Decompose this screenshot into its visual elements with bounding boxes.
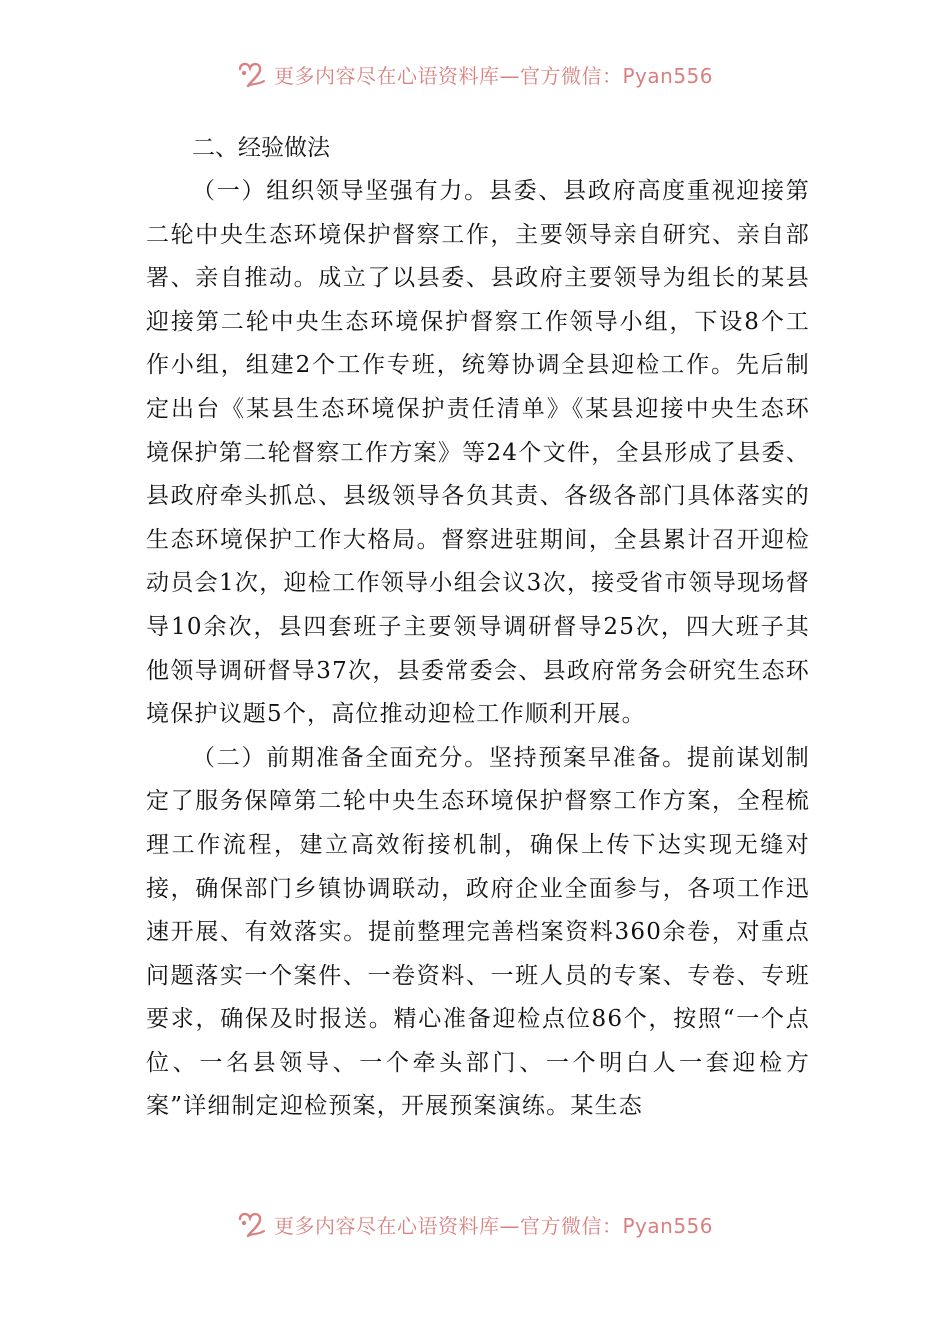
document-body <box>146 126 810 1129</box>
watermark-header <box>0 52 950 92</box>
watermark-content <box>236 1210 713 1239</box>
paragraph-organization: （一）组织领导坚强有力。县委、县政府高度重视迎接第二轮中央生态环境保护督察工作，主要领导亲自研究、亲自部署、亲自推动。成立了以县委、县政府主要领导为组长的某县迎接第二轮中央生态环境保护督察工作领导小组，下设8个工作小组，组建2个工作专班，统筹协调全县迎检工作。先后制定出台《某县生态环境保护责任清单》《某县迎接中央生态环境保护第二轮督察工作方案》等24个文件，全县形成了县委、县政府牵头抓总、县级领导各负其责、各级各部门具体落实的生态环境保护工作大格局。督察进驻期间，全县累计召开迎检动员会1次，迎检工作领导小组会议3次，接受省市领导现场督导10余次，县四套班子主要领导调研督导25次，四大班子其他领导调研督导37次，县委常委会、县政府常务会研究生态环境保护议题5个，高位推动迎检工作顺利开展。 <box>146 178 810 728</box>
heart-logo-icon <box>236 61 270 89</box>
heart-logo-icon <box>236 1211 270 1239</box>
paragraph-preparation: （二）前期准备全面充分。坚持预案早准备。提前谋划制定了服务保障第二轮中央生态环境保护督察工作方案，全程梳理工作流程，建立高效衔接机制，确保上传下达实现无缝对接，确保部门乡镇协调联动，政府企业全面参与，各项工作迅速开展、有效落实。提前整理完善档案资料360余卷，对重点问题落实一个案件、一卷资料、一班人员的专案、专卷、专班要求，确保及时报送。精心准备迎检点位86个，按照“一个点位、一名县领导、一个牵头部门、一个明白人一套迎检方案”详细制定迎检预案，开展预案演练。某生态 <box>146 744 810 1120</box>
watermark-text: 更多内容尽在心语资料库—官方微信：Pyan556 <box>274 1214 714 1238</box>
watermark-content <box>236 60 713 89</box>
watermark-text: 更多内容尽在心语资料库—官方微信：Pyan556 <box>274 64 714 88</box>
section-heading: 二、经验做法 <box>192 135 330 161</box>
watermark-footer <box>0 1202 950 1242</box>
